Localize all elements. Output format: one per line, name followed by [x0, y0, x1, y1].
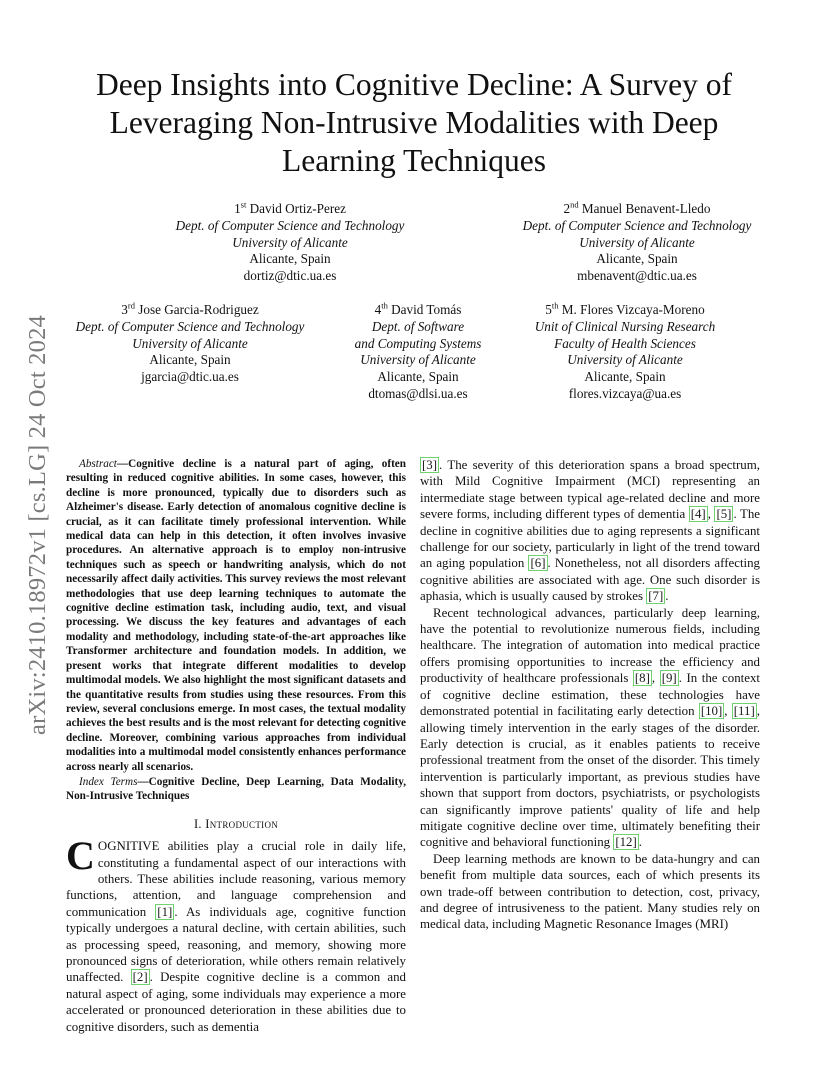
author-email[interactable]: dtomas@dlsi.ua.es [368, 385, 468, 401]
author-email[interactable]: dortiz@dtic.ua.es [243, 268, 337, 284]
author-affiliation: University of Alicante [567, 352, 683, 368]
author-location: Alicante, Spain [377, 369, 459, 385]
citation-link[interactable]: [1] [157, 904, 173, 919]
intro-paragraph-1-cont: [3] . The severity of this deterioration spans a broad spectrum, with Mild Cognitive Impairment (MCI) representing an intermediate stage between typical age-related decline and more severe forms, including different types of dementia [4] , [5] . The decline in cognitive abilities due to aging represents a significant challenge for our society, particularly in light of the trend toward an aging population [6] . Nonetheless, not all disorders affecting cognitive abilities are associated with age. One such disorder is aphasia, which is usually caused by strokes [7] . [420, 458, 760, 604]
author-affiliation: Dept. of Computer Science and Technology [75, 318, 305, 334]
author-email[interactable]: jgarcia@dtic.ua.es [141, 369, 239, 385]
author-affiliation: Faculty of Health Sciences [554, 335, 696, 351]
author-block-1 [150, 201, 430, 285]
author-affiliation: University of Alicante [360, 352, 476, 368]
dropcap: C [66, 833, 95, 879]
intro-paragraph-1: COGNITIVE abilities play a crucial role in daily life, constituting a fundamental aspect of our interactions with others. These abilities include reasoning, various memory functions, attention, and language comprehension and communication [1] . As individuals age, cognitive function typically undergoes a natural decline, with certain abilities, such as processing speed, reasoning, and memory, showing more pronounced signs of deterioration, while others remain relatively unaffected. [2] . Despite cognitive decline is a common and natural aspect of aging, some individuals may experience a more accelerated or pronounced deterioration in these abilities due to cognitive disorders, such as dementia [66, 833, 407, 1034]
citation-link[interactable]: [7] [648, 589, 664, 604]
arxiv-identifier-text: arXiv:2410.18972v1 [cs.LG] 24 Oct 2024 [24, 315, 51, 735]
author-affiliation: Dept. of Computer Science and Technology [522, 217, 752, 233]
citation-link[interactable]: [5] [716, 507, 732, 522]
author-affiliation: and Computing Systems [354, 335, 482, 351]
author-name: 1st David Ortiz-Perez [234, 199, 346, 216]
left-column [66, 457, 406, 1035]
author-affiliation: University of Alicante [232, 234, 348, 250]
citation-link[interactable]: [12] [615, 835, 637, 850]
author-affiliation: University of Alicante [579, 234, 695, 250]
right-column [420, 457, 760, 933]
citation-link[interactable]: [9] [661, 671, 677, 686]
author-email[interactable]: flores.vizcaya@ua.es [568, 385, 682, 401]
abstract: Abstract—Cognitive decline is a natural part of aging, often resulting in reduced cognitive abilities. In some cases, however, this decline is more pronounced, typically due to disorders such as Alzheimer's disease. Early detection of anomalous cognitive decline is crucial, as it can facilitate timely professional intervention. While medical data can help in this detection, it often involves invasive procedures. An alternative approach is to employ non-intrusive techniques such as speech or handwriting analysis, which do not necessarily affect daily activities. This survey reviews the most relevant methodologies that use deep learning techniques to automate the cognitive decline estimation task, including audio, text, and visual processing. We discuss the key features and advantages of each modality and methodology, including state-of-the-art approaches like Transformer architecture and foundation models. In addition, we present works that integrate different modalities to develop multimodal models. We also highlight the most significant datasets and the quantitative results from studies using these resources. From this review, several conclusions emerge. In most cases, the textual modality achieves the best results and is the most relevant for detecting cognitive decline. Moreover, combining various approaches from individual modalities into a multimodal model consistently enhances performance across nearly all scenarios. [66, 458, 406, 773]
paper-title: Deep Insights into Cognitive Decline: A Survey of Leveraging Non-Intrusive Modalities with Deep Learning Techniques [95, 67, 733, 178]
section-heading-introduction: I. Introduction [193, 816, 279, 831]
citation-link[interactable]: [4] [690, 507, 706, 522]
intro-paragraph-3: Deep learning methods are known to be data-hungry and can benefit from multiple data sources, each of which presents its own trade-off between contribution to detection, cost, privacy, and degree of intrusiveness to the patient. Many studies rely on medical data, including Magnetic Resonance Images (MRI) [420, 851, 760, 932]
author-block-2 [497, 201, 777, 285]
author-location: Alicante, Spain [596, 251, 678, 267]
author-location: Alicante, Spain [249, 251, 331, 267]
citation-link[interactable]: [11] [733, 704, 755, 719]
citation-link[interactable]: [3] [422, 458, 438, 472]
author-name: 4th David Tomás [374, 300, 462, 317]
author-name: 3rd Jose Garcia-Rodriguez [121, 300, 259, 317]
citation-link[interactable]: [6] [530, 556, 546, 571]
author-name: 5th M. Flores Vizcaya-Moreno [545, 300, 705, 317]
author-block-3 [52, 302, 328, 386]
author-affiliation: Dept. of Computer Science and Technology [175, 217, 405, 233]
citation-link[interactable]: [10] [700, 704, 723, 719]
intro-paragraph-2: Recent technological advances, particularly deep learning, have the potential to revolutionize numerous fields, including healthcare. The integration of automation into medical practice offers promising opportunities to increase the efficiency and productivity of healthcare professionals [8] , [9] . In the context of cognitive decline estimation, these technologies have demonstrated potential in facilitating early detection [10] , [11] , allowing timely intervention in the early stages of the disorder. Early detection is crucial, as it enables patients to receive professional treatment from the onset of the disorder. This timely intervention is particularly important, as previous studies have shown that support from doctors, psychiatrists, or psychologists can significantly improve patients' quality of life and help mitigate cognitive decline over time, ultimately benefiting their cognitive and behavioral functioning [12] . [420, 605, 760, 850]
author-block-5 [505, 302, 745, 403]
citation-link[interactable]: [2] [132, 970, 148, 985]
author-name: 2nd Manuel Benavent-Lledo [563, 199, 711, 216]
author-location: Alicante, Spain [149, 352, 231, 368]
index-terms: Index Terms—Cognitive Decline, Deep Learning, Data Modality, Non-Intrusive Techniques [66, 775, 406, 803]
citation-link[interactable]: [8] [634, 671, 650, 686]
author-location: Alicante, Spain [584, 369, 666, 385]
author-block-4 [328, 302, 508, 403]
author-affiliation: University of Alicante [132, 335, 248, 351]
author-affiliation: Dept. of Software [371, 318, 465, 334]
author-email[interactable]: mbenavent@dtic.ua.es [577, 268, 697, 284]
author-affiliation: Unit of Clinical Nursing Research [534, 318, 716, 334]
